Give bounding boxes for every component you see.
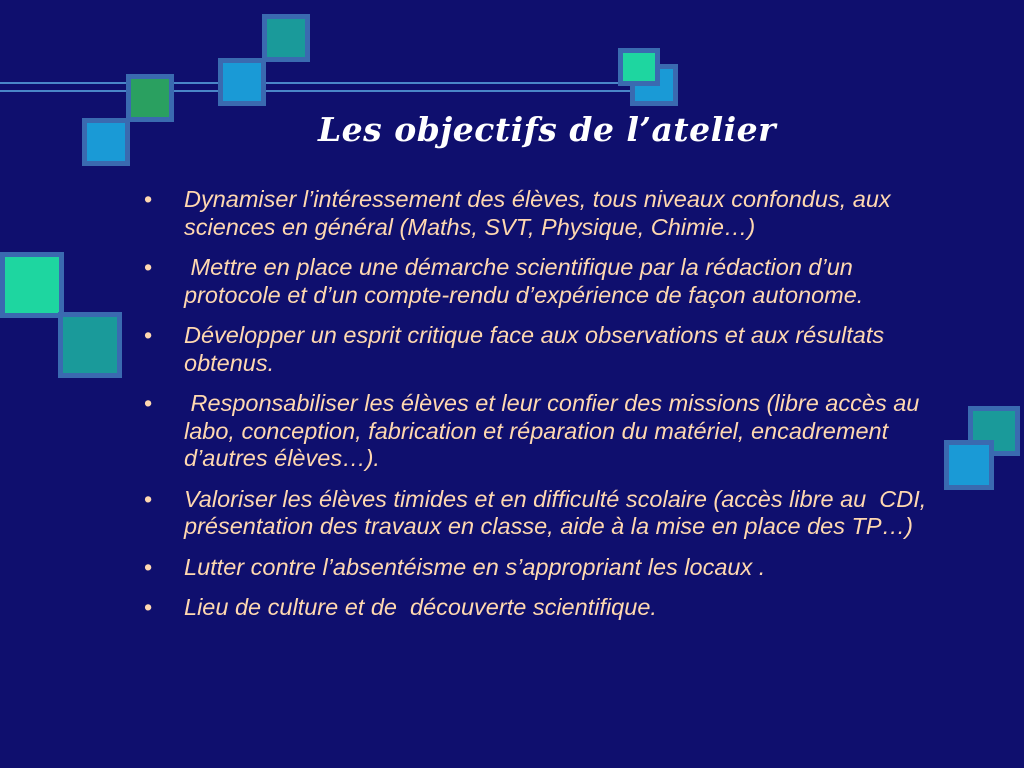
list-item bbox=[144, 390, 956, 473]
list-item-text: Lutter contre l’absentéisme en s’appropriant les locaux . bbox=[184, 553, 766, 580]
bullet-marker: • bbox=[144, 390, 153, 416]
list-item bbox=[144, 594, 956, 622]
list-item bbox=[144, 322, 956, 377]
slide-title: Les objectifs de l’atelier bbox=[317, 110, 777, 149]
list-item-text: Responsabiliser les élèves et leur confier des missions (libre accès au labo, conception, fabrication et réparation du matériel, encadrement d’autres élèves…). bbox=[184, 390, 926, 471]
objectives-list bbox=[144, 186, 956, 635]
list-item bbox=[144, 554, 956, 582]
list-item-text: Développer un esprit critique face aux observations et aux résultats obtenus. bbox=[184, 322, 885, 376]
decorative-square-teal-left bbox=[58, 312, 122, 378]
bullet-marker: • bbox=[144, 186, 153, 212]
bullet-marker: • bbox=[144, 553, 153, 580]
decorative-square-mint-left bbox=[0, 252, 64, 318]
bullet-marker: • bbox=[144, 254, 153, 280]
list-item-text: Dynamiser l’intéressement des élèves, tous niveaux confondus, aux sciences en général (Maths, SVT, Physique, Chimie…) bbox=[184, 186, 891, 240]
list-item bbox=[144, 486, 956, 541]
decorative-square-blue-top bbox=[218, 58, 266, 106]
decorative-square-teal-top bbox=[262, 14, 310, 62]
list-item-text: Lieu de culture et de découverte scientifique. bbox=[184, 594, 657, 620]
list-item bbox=[144, 186, 956, 241]
list-item-text: Valoriser les élèves timides et en difficulté scolaire (accès libre au CDI, présentation des travaux en classe, aide à la mise en place des TP…) bbox=[184, 485, 933, 539]
decorative-line-top bbox=[130, 82, 660, 92]
bullet-marker: • bbox=[144, 485, 153, 512]
list-item-text: Mettre en place une démarche scientifique par la rédaction d’un protocole et d’un compte-rendu d’expérience de façon autonome. bbox=[184, 254, 864, 308]
decorative-square-mint-right bbox=[618, 48, 660, 86]
list-item bbox=[144, 254, 956, 309]
bullet-marker: • bbox=[144, 594, 153, 620]
bullet-marker: • bbox=[144, 322, 153, 348]
decorative-line-left bbox=[0, 82, 130, 92]
